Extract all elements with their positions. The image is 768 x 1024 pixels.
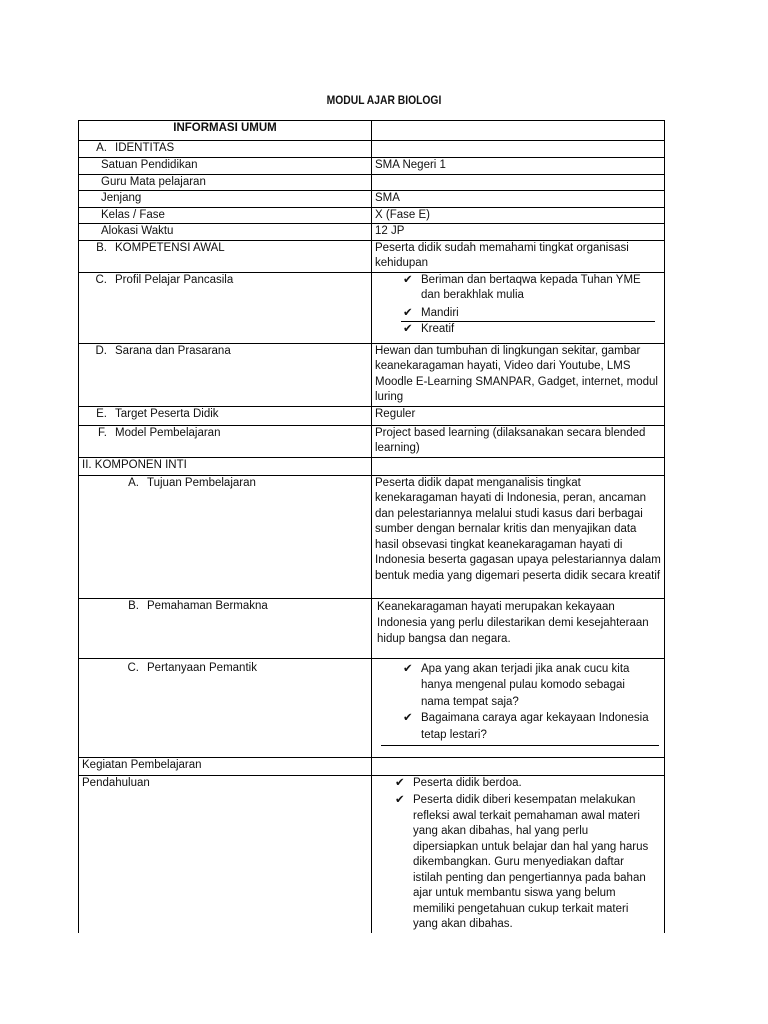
satuan-row [79,158,665,175]
satuan-label: Satuan Pendidikan [79,158,372,175]
target-label-cell [79,406,372,425]
pertanyaan-label: Pertanyaan Pemantik [147,661,257,674]
satuan-value: SMA Negeri 1 [372,158,665,175]
target-row [79,406,665,425]
modul-table [78,120,665,933]
pemahaman-value: Keanekaragaman hayati merupakan kekayaan Indonesia yang perlu dilestarikan demi kesejahteraan hidup bangsa dan negara. [377,600,649,645]
profil-list [375,273,661,338]
pertanyaan-row [79,658,665,757]
profil-item-1: Beriman dan bertaqwa kepada Tuhan YME dan berakhlak mulia [421,273,641,301]
list-item [395,776,655,792]
kompetensi-label-cell [79,240,372,272]
kelas-label: Kelas / Fase [79,207,372,224]
pertanyaan-letter: C. [127,661,139,674]
check-icon: ✔ [395,776,405,789]
sarana-value: Hewan dan tumbuhan di lingkungan sekitar, gambar keanekaragaman hayati, Video dari Youtube, LMS Moodle E-Learning SMANPAR, Gadget, internet, modul luring [372,343,665,406]
list-item [403,306,655,322]
profil-label-cell [79,272,372,343]
pendahuluan-label: Pendahuluan [79,775,372,933]
check-icon: ✔ [395,794,405,806]
pemahaman-label-cell [79,598,372,658]
pendahuluan-item-2: Peserta didik diberi kesempatan melakukan refleksi awal terkait pemahaman awal materi yang akan dibahas, hal yang perlu dipersiapkan untuk belajar dan hal yang harus dikembangkan. Guru menyediakan daftar istilah penting dan pengertiannya pada bahan ajar untuk membantu siswa yang belum memiliki pengetahuan cukup terkait materi yang akan dibahas. [413,794,649,930]
list-item [403,661,655,711]
identitas-label: IDENTITAS [115,142,175,154]
guru-value [372,174,665,191]
pertanyaan-list [375,661,661,744]
check-icon: ✔ [403,323,413,335]
profil-label: Profil Pelajar Pancasila [115,273,234,286]
komponen-inti-value-cell [372,457,665,475]
kegiatan-value-cell [372,757,665,775]
pendahuluan-row [79,775,665,933]
model-label-cell [79,425,372,457]
check-icon: ✔ [403,712,413,724]
kelas-value: X (Fase E) [372,207,665,224]
pemahaman-letter: B. [128,599,139,612]
pertanyaan-item-2: Bagaimana caraya agar kekayaan Indonesia tetap lestari? [421,712,649,741]
pendahuluan-value-cell [372,775,665,933]
model-row [79,425,665,457]
tujuan-label: Tujuan Pembelajaran [147,476,256,489]
identitas-label-cell [79,141,372,158]
check-icon: ✔ [403,273,413,286]
check-icon: ✔ [403,306,413,319]
sarana-letter: D. [95,344,107,357]
profil-value-cell [372,272,665,343]
tujuan-row [79,475,665,598]
document-title: MODUL AJAR BIOLOGI [326,93,442,107]
identitas-value-cell [372,141,665,158]
target-letter: E. [96,407,107,420]
list-item [403,710,655,743]
divider [381,745,659,746]
profil-row [79,272,665,343]
komponen-inti-label: II. KOMPONEN INTI [79,457,372,475]
profil-item-3: Kreatif [421,323,455,335]
kompetensi-value: Peserta didik sudah memahami tingkat organisasi kehidupan [372,240,665,272]
identitas-row [79,141,665,158]
profil-letter: C. [95,273,107,286]
sarana-row [79,343,665,406]
kelas-row [79,207,665,224]
jenjang-row [79,191,665,208]
target-value: Reguler [372,406,665,425]
alokasi-value: 12 JP [372,224,665,241]
tujuan-letter: A. [128,476,139,489]
header-left-cell [79,121,372,141]
jenjang-value: SMA [372,191,665,208]
sarana-label: Sarana dan Prasarana [115,344,231,357]
tujuan-value: Peserta didik dapat menganalisis tingkat kenekaragaman hayati di Indonesia, peran, ancaman dan pelestariannya melalui studi kasus dari berbagai sumber dengan bernalar kritis dan menyajikan data hasil obsevasi tingkat keanekaragaman hayati di Indonesia beserta gagasan upaya pelestariannya dalam bentuk media yang digemari peserta didik secara kreatif [372,475,665,598]
model-value: Project based learning (dilaksanakan secara blended learning) [372,425,665,457]
list-item [395,793,655,933]
pemahaman-value-cell [372,598,665,658]
alokasi-row [79,224,665,241]
sarana-label-cell [79,343,372,406]
alokasi-label: Alokasi Waktu [79,224,372,241]
kompetensi-letter: B. [96,241,107,254]
header-row [79,121,665,141]
pertanyaan-item-1: Apa yang akan terjadi jika anak cucu kita hanya mengenal pulau komodo sebagai nama tempat saja? [421,662,630,708]
model-letter: F. [98,426,107,439]
model-label: Model Pembelajaran [115,426,221,439]
target-label: Target Peserta Didik [115,407,219,420]
pemahaman-row [79,598,665,658]
header-informasi-umum: INFORMASI UMUM [173,122,277,134]
kompetensi-row [79,240,665,272]
list-item [403,273,655,304]
profil-item-2: Mandiri [421,306,459,319]
kompetensi-label: KOMPETENSI AWAL [115,241,225,254]
pendahuluan-list [375,776,661,933]
kegiatan-label: Kegiatan Pembelajaran [79,757,372,775]
komponen-inti-row [79,457,665,475]
identitas-letter: A. [96,142,107,154]
pertanyaan-value-cell [372,658,665,757]
jenjang-label: Jenjang [79,191,372,208]
pendahuluan-item-1: Peserta didik berdoa. [413,776,522,789]
guru-row [79,174,665,191]
kegiatan-row [79,757,665,775]
list-item [401,321,655,338]
guru-label: Guru Mata pelajaran [79,174,372,191]
tujuan-label-cell [79,475,372,598]
check-icon: ✔ [403,662,413,675]
header-right-cell [372,121,665,141]
pertanyaan-label-cell [79,658,372,757]
pemahaman-label: Pemahaman Bermakna [147,599,268,612]
